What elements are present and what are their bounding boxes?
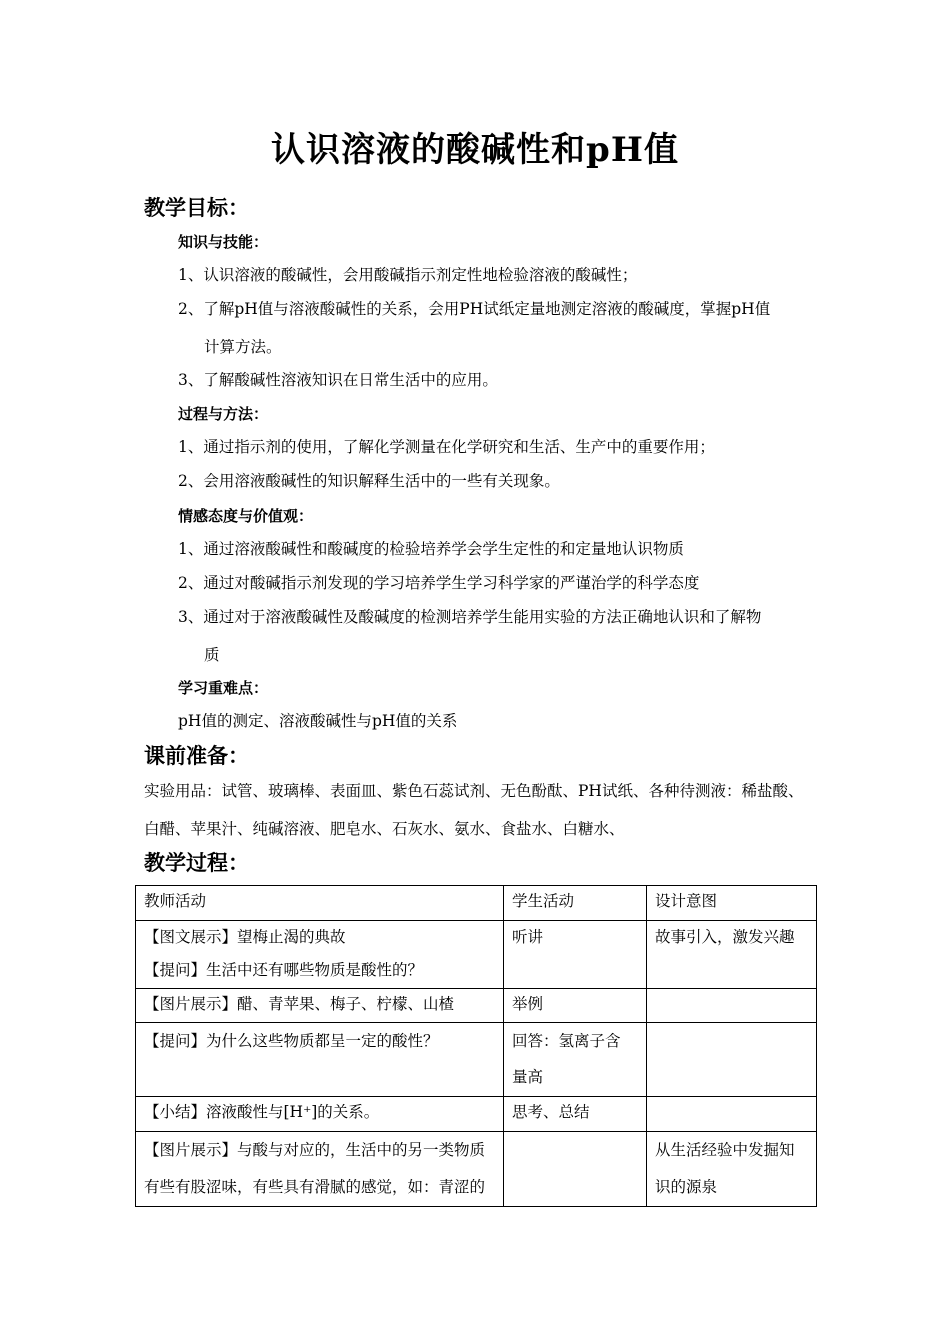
cell-line: 【提问】为什么这些物质都呈一定的酸性？ bbox=[144, 1032, 439, 1050]
student-cell bbox=[504, 1097, 647, 1132]
intent-cell bbox=[647, 989, 817, 1023]
intent-cell bbox=[647, 1097, 817, 1132]
objectives-heading: 教学目标： bbox=[144, 196, 249, 220]
cell-line: 【图片展示】与酸与对应的，生活中的另一类物质 bbox=[144, 1141, 486, 1159]
teacher-cell bbox=[136, 989, 504, 1023]
cell-line: 【图片展示】醋、青苹果、梅子、柠檬、山楂 bbox=[144, 995, 455, 1013]
emotion-item-3-cont: 质 bbox=[204, 646, 220, 664]
emotion-item-1: 1、通过溶液酸碱性和酸碱度的检验培养学会学生定性的和定量地认识物质 bbox=[178, 540, 684, 558]
knowledge-heading: 知识与技能： bbox=[178, 233, 269, 251]
process-item-1: 1、通过指示剂的使用，了解化学测量在化学研究和生活、生产中的重要作用； bbox=[178, 438, 715, 456]
student-cell bbox=[504, 1132, 647, 1207]
knowledge-item-2-cont: 计算方法。 bbox=[204, 338, 282, 356]
cell-line: 【提问】生活中还有哪些物质是酸性的？ bbox=[144, 961, 424, 979]
intent-cell bbox=[647, 1023, 817, 1097]
table-row bbox=[136, 989, 817, 1023]
cell-line: 量高 bbox=[512, 1068, 544, 1086]
teacher-cell bbox=[136, 1097, 504, 1132]
student-cell bbox=[504, 1023, 647, 1097]
preparation-heading: 课前准备： bbox=[144, 744, 249, 768]
keypoints-text: pH值的测定、溶液酸碱性与pH值的关系 bbox=[178, 712, 458, 730]
cell-line: 思考、总结 bbox=[512, 1103, 590, 1121]
intent-cell bbox=[647, 1132, 817, 1207]
knowledge-item-2: 2、了解pH值与溶液酸碱性的关系，会用PH试纸定量地测定溶液的酸碱度，掌握pH值 bbox=[178, 300, 771, 318]
cell-line: 【图文展示】望梅止渴的典故 bbox=[144, 928, 346, 946]
process-heading: 过程与方法： bbox=[178, 405, 269, 423]
cell-line: 有些有股涩味，有些具有滑腻的感觉，如：青涩的 bbox=[144, 1178, 486, 1196]
cell-line: 从生活经验中发掘知 bbox=[655, 1141, 795, 1159]
cell-line: 听讲 bbox=[512, 928, 544, 946]
cell-line: 举例 bbox=[512, 995, 544, 1013]
student-cell bbox=[504, 989, 647, 1023]
teacher-cell bbox=[136, 1023, 504, 1097]
cell-line: 识的源泉 bbox=[655, 1178, 718, 1196]
table-row bbox=[136, 921, 817, 989]
page-title: 认识溶液的酸碱性和pH值 bbox=[271, 130, 679, 170]
process-item-2: 2、会用溶液酸碱性的知识解释生活中的一些有关现象。 bbox=[178, 472, 560, 490]
cell-line: 故事引入，激发兴趣 bbox=[655, 928, 795, 946]
header-teacher: 教师活动 bbox=[136, 886, 504, 921]
emotion-item-2: 2、通过对酸碱指示剂发现的学习培养学生学习科学家的严谨治学的科学态度 bbox=[178, 574, 700, 592]
table-row bbox=[136, 1097, 817, 1132]
process-section-heading: 教学过程： bbox=[144, 851, 249, 875]
emotion-heading: 情感态度与价值观： bbox=[178, 507, 314, 525]
knowledge-item-3: 3、了解酸碱性溶液知识在日常生活中的应用。 bbox=[178, 371, 498, 389]
teacher-cell bbox=[136, 1132, 504, 1207]
knowledge-item-1: 1、认识溶液的酸碱性，会用酸碱指示剂定性地检验溶液的酸碱性； bbox=[178, 266, 638, 284]
teaching-process-table bbox=[135, 885, 817, 1207]
teacher-cell bbox=[136, 921, 504, 989]
keypoints-heading: 学习重难点： bbox=[178, 679, 269, 697]
preparation-line-1: 实验用品：试管、玻璃棒、表面皿、紫色石蕊试剂、无色酚酞、PH试纸、各种待测液：稀盐酸、 bbox=[144, 782, 804, 800]
student-cell bbox=[504, 921, 647, 989]
header-student: 学生活动 bbox=[504, 886, 647, 921]
preparation-line-2: 白醋、苹果汁、纯碱溶液、肥皂水、石灰水、氨水、食盐水、白糖水、 bbox=[144, 820, 625, 838]
intent-cell bbox=[647, 921, 817, 989]
table-row bbox=[136, 1132, 817, 1207]
emotion-item-3: 3、通过对于溶液酸碱性及酸碱度的检测培养学生能用实验的方法正确地认识和了解物 bbox=[178, 608, 762, 626]
table-header-row bbox=[136, 886, 817, 921]
header-intent: 设计意图 bbox=[647, 886, 817, 921]
cell-line: 回答：氢离子含 bbox=[512, 1032, 621, 1050]
cell-line: 【小结】溶液酸性与[H⁺]的关系。 bbox=[144, 1103, 380, 1121]
table-row bbox=[136, 1023, 817, 1097]
